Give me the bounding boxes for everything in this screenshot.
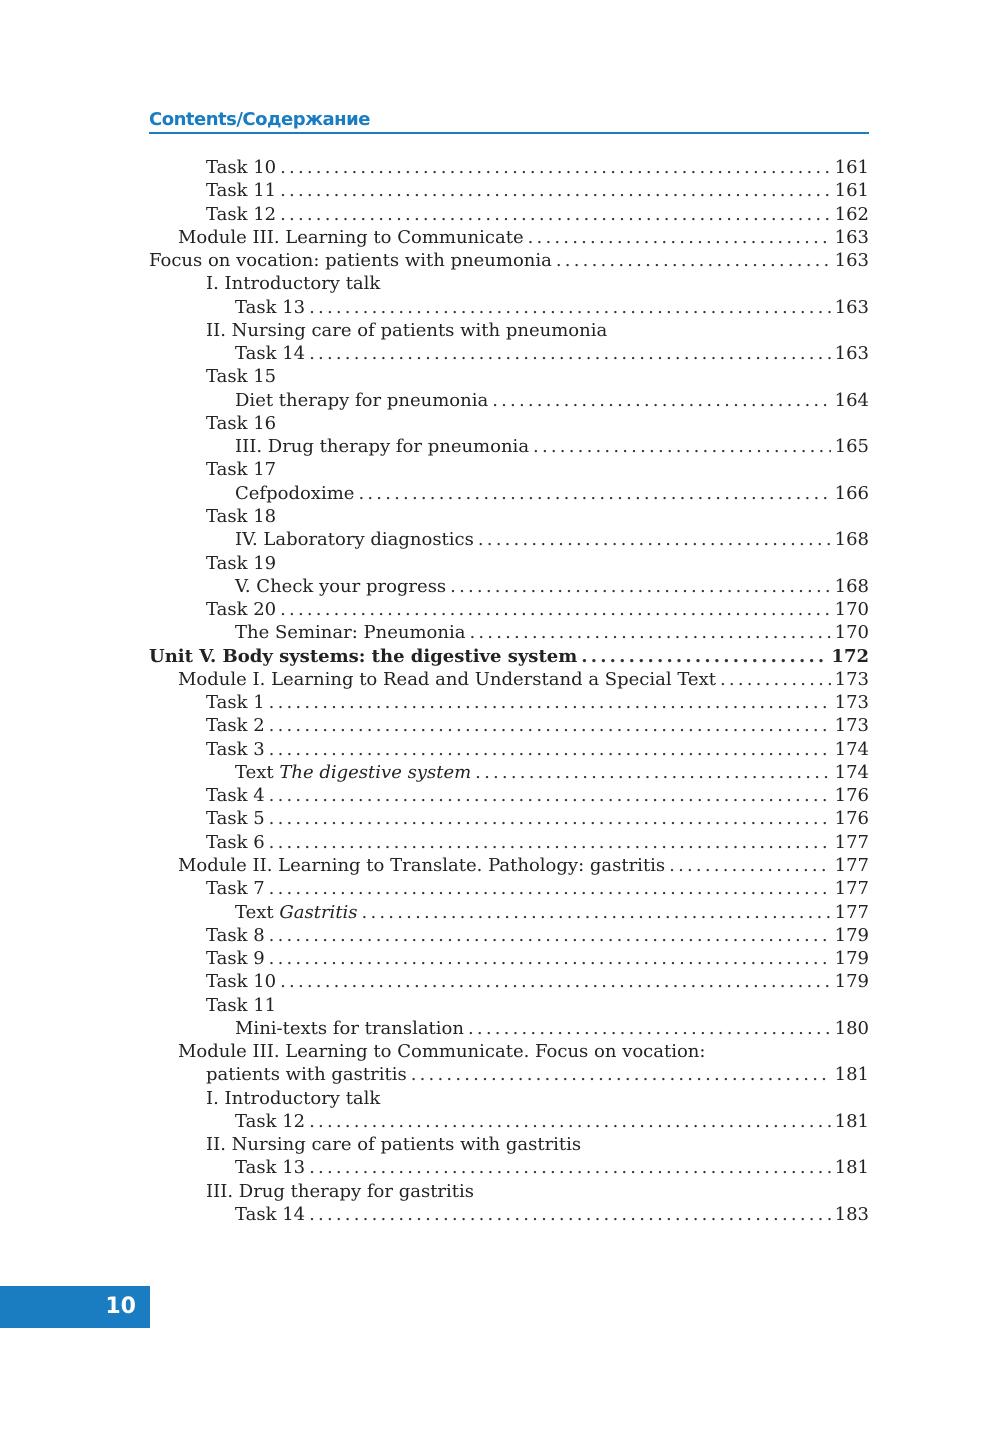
toc-entry: [149, 1203, 869, 1226]
toc-entry-text: Task 4: [206, 785, 265, 807]
toc-entry-label: [206, 272, 380, 295]
toc-entry-label: [149, 249, 552, 272]
dot-leader: [469, 621, 830, 644]
toc-entry: [149, 877, 869, 900]
toc-entry-page: 177: [834, 901, 869, 923]
toc-entry-label: [206, 1063, 407, 1086]
toc-entry-label: [178, 1040, 705, 1063]
dot-leader: [669, 854, 830, 877]
toc-entry-text: Task 5: [206, 808, 265, 830]
toc-entry-label: [178, 668, 716, 691]
toc-entry-page: 183: [834, 1203, 869, 1225]
dot-leader: [280, 179, 831, 202]
dot-leader: [269, 714, 831, 737]
toc-entry-text: IV. Laboratory diagnostics: [235, 529, 474, 551]
toc-entry-page: 164: [834, 389, 869, 411]
dot-leader: [309, 1110, 831, 1133]
toc-entry-text: Module I. Learning to Read and Understand a Special Text: [178, 668, 716, 690]
toc-entry: [149, 1087, 869, 1110]
toc-entry: [149, 1017, 869, 1040]
toc-entry-text: V. Check your progress: [235, 575, 447, 597]
toc-entry-page: 163: [834, 226, 869, 248]
toc-entry-label: [206, 691, 265, 714]
toc-entry: [149, 296, 869, 319]
toc-entry-label: [206, 1133, 581, 1156]
toc-entry-label: [206, 970, 276, 993]
toc-entry-label: [206, 598, 276, 621]
dot-leader: [309, 342, 831, 365]
toc-entry-text: III. Drug therapy for gastritis: [206, 1180, 475, 1202]
dot-leader: [269, 947, 831, 970]
toc-entry-italic-title: Gastritis: [279, 901, 358, 923]
toc-entry: [149, 389, 869, 412]
toc-entry: [149, 1110, 869, 1133]
toc-entry-page: 179: [834, 924, 869, 946]
toc-entry-italic-title: The digestive system: [279, 761, 472, 783]
running-header: [149, 109, 869, 134]
toc-entry-label: [235, 761, 471, 784]
toc-entry-text: Task 11: [206, 180, 277, 202]
toc-entry-label: [149, 645, 577, 668]
toc-entry-text: Focus on vocation: patients with pneumonia: [149, 250, 552, 272]
toc-entry-page: 161: [834, 157, 869, 178]
toc-entry-label: [206, 1087, 380, 1110]
toc-entry-text: Module II. Learning to Translate. Pathology: gastritis: [178, 854, 666, 876]
toc-entry: [149, 1180, 869, 1203]
toc-entry-text: Task 14: [235, 1203, 306, 1225]
toc-entry: [149, 482, 869, 505]
dot-leader: [269, 877, 831, 900]
toc-entry-text: Task 9: [206, 948, 265, 970]
dot-leader: [269, 738, 831, 761]
toc-entry-text: Task 3: [206, 738, 265, 760]
toc-entry-label: [178, 226, 524, 249]
toc-entry-text: Task 2: [206, 715, 265, 737]
toc-entry-text: Task 12: [235, 1110, 306, 1132]
dot-leader: [556, 249, 831, 272]
toc-entry-label: [235, 575, 446, 598]
toc-entry-text: Module III. Learning to Communicate. Focus on vocation:: [178, 1041, 706, 1063]
toc-entry: [149, 1040, 869, 1063]
toc-entry-text: Task 18: [206, 505, 277, 527]
toc-entry-label: [206, 552, 276, 575]
toc-entry: [149, 854, 869, 877]
dot-leader: [492, 389, 830, 412]
dot-leader: [280, 156, 831, 179]
toc-entry-label: [235, 528, 474, 551]
toc-entry: [149, 1063, 869, 1086]
dot-leader: [309, 1156, 831, 1179]
toc-entry-text: II. Nursing care of patients with gastritis: [206, 1134, 582, 1156]
toc-entry-label: [235, 901, 358, 924]
toc-entry: [149, 807, 869, 830]
toc-entry: [149, 272, 869, 295]
toc-entry-text: Task 10: [206, 157, 277, 178]
toc-entry-text: I. Introductory talk: [206, 1087, 381, 1109]
toc-entry-text: Task 12: [206, 203, 277, 225]
toc-entry-label: [235, 1203, 305, 1226]
toc-entry-label: [235, 296, 305, 319]
toc-entry-page: 181: [834, 1110, 869, 1132]
toc-entry-page: 161: [834, 180, 869, 202]
dot-leader: [280, 970, 831, 993]
toc-entry-page: 168: [834, 575, 869, 597]
toc-entry-page: 163: [834, 296, 869, 318]
dot-leader: [309, 296, 831, 319]
toc-entry-label: [206, 203, 276, 226]
toc-entry-text: Task 15: [206, 366, 277, 388]
toc-entry: [149, 831, 869, 854]
toc-entry-text: Task 10: [206, 971, 277, 993]
toc-entry-label: [206, 807, 265, 830]
toc-entry-label: [206, 784, 265, 807]
page-number: 10: [105, 1294, 136, 1319]
toc-entry-page: 172: [831, 645, 869, 667]
toc-entry-text: Task 1: [206, 692, 265, 714]
toc-entry: [149, 203, 869, 226]
toc-entry-label: [235, 1110, 305, 1133]
toc-entry-text: Task 20: [206, 599, 277, 621]
toc-entry: [149, 365, 869, 388]
toc-entry-label: [206, 458, 276, 481]
page-number-box: [0, 1286, 150, 1328]
dot-leader: [362, 901, 831, 924]
toc-entry-label: [206, 156, 276, 179]
toc-entry-text: Text: [235, 901, 280, 923]
dot-leader: [720, 668, 831, 691]
toc-entry-label: [235, 621, 465, 644]
toc-entry: [149, 598, 869, 621]
toc-entry-page: 177: [834, 854, 869, 876]
toc-entry-page: 181: [834, 1157, 869, 1179]
dot-leader: [478, 528, 831, 551]
toc-entry-text: I. Introductory talk: [206, 273, 381, 295]
toc-entry: [149, 714, 869, 737]
toc-entry-label: [206, 994, 276, 1017]
toc-entry-page: 180: [834, 1017, 869, 1039]
toc-entry-text: Task 19: [206, 552, 277, 574]
table-of-contents: [149, 156, 869, 1226]
toc-entry: [149, 575, 869, 598]
toc-entry-text: III. Drug therapy for pneumonia: [235, 436, 530, 458]
toc-entry-label: [235, 1156, 305, 1179]
toc-entry: [149, 1156, 869, 1179]
dot-leader: [280, 203, 831, 226]
toc-entry: [149, 924, 869, 947]
toc-entry: [149, 738, 869, 761]
toc-entry-page: 176: [834, 808, 869, 830]
toc-entry: [149, 784, 869, 807]
toc-entry-label: [206, 179, 276, 202]
toc-entry: [149, 645, 869, 668]
toc-entry-text: Module III. Learning to Communicate: [178, 226, 524, 248]
toc-entry-label: [178, 854, 665, 877]
toc-entry-page: 166: [834, 482, 869, 504]
dot-leader: [475, 761, 830, 784]
dot-leader: [533, 435, 831, 458]
dot-leader: [269, 924, 831, 947]
toc-entry: [149, 179, 869, 202]
toc-entry-page: 174: [834, 738, 869, 760]
toc-entry: [149, 761, 869, 784]
toc-entry-label: [206, 738, 265, 761]
toc-entry-label: [206, 319, 607, 342]
toc-entry-page: 176: [834, 785, 869, 807]
toc-entry-text: Task 14: [235, 343, 306, 365]
toc-entry-text: patients with gastritis: [206, 1064, 407, 1086]
toc-entry-text: The Seminar: Pneumonia: [235, 622, 466, 644]
toc-entry-text: Task 11: [206, 994, 277, 1016]
toc-entry-label: [235, 1017, 464, 1040]
toc-entry-text: Cefpodoxime: [235, 482, 355, 504]
toc-entry-text: Text: [235, 761, 280, 783]
toc-entry-text: Task 17: [206, 459, 277, 481]
toc-entry-label: [235, 389, 488, 412]
dot-leader: [528, 226, 831, 249]
toc-entry-text: II. Nursing care of patients with pneumonia: [206, 319, 608, 341]
toc-entry: [149, 319, 869, 342]
toc-entry-page: 173: [834, 668, 869, 690]
toc-entry: [149, 435, 869, 458]
dot-leader: [581, 645, 827, 668]
toc-entry-page: 170: [834, 599, 869, 621]
toc-entry: [149, 552, 869, 575]
toc-entry-page: 162: [834, 203, 869, 225]
toc-entry-page: 163: [834, 250, 869, 272]
header-title: Contents/Содержание: [149, 109, 370, 130]
toc-entry: [149, 1133, 869, 1156]
toc-entry: [149, 668, 869, 691]
toc-entry-label: [235, 482, 354, 505]
toc-entry: [149, 458, 869, 481]
toc-entry-label: [206, 505, 276, 528]
dot-leader: [411, 1063, 831, 1086]
toc-entry-page: 173: [834, 692, 869, 714]
dot-leader: [269, 831, 831, 854]
toc-entry: [149, 691, 869, 714]
dot-leader: [309, 1203, 831, 1226]
toc-entry-text: Task 13: [235, 296, 306, 318]
toc-entry-label: [206, 714, 265, 737]
dot-leader: [450, 575, 830, 598]
toc-entry-label: [206, 924, 265, 947]
toc-entry-page: 168: [834, 529, 869, 551]
dot-leader: [358, 482, 830, 505]
dot-leader: [280, 598, 831, 621]
toc-entry-label: [235, 342, 305, 365]
toc-entry-text: Task 16: [206, 412, 277, 434]
toc-entry-label: [206, 1180, 474, 1203]
toc-entry-page: 179: [834, 948, 869, 970]
toc-entry: [149, 901, 869, 924]
toc-entry-text: Task 13: [235, 1157, 306, 1179]
toc-entry-label: [206, 877, 265, 900]
dot-leader: [269, 691, 831, 714]
toc-entry-page: 179: [834, 971, 869, 993]
toc-entry: [149, 970, 869, 993]
toc-entry-text: Task 8: [206, 924, 265, 946]
toc-entry-label: [206, 365, 276, 388]
toc-entry: [149, 621, 869, 644]
toc-entry: [149, 528, 869, 551]
toc-entry: [149, 156, 869, 179]
toc-entry: [149, 994, 869, 1017]
toc-entry-page: 163: [834, 343, 869, 365]
toc-entry-text: Task 7: [206, 878, 265, 900]
dot-leader: [269, 807, 831, 830]
toc-entry-text: Unit V. Body systems: the digestive system: [149, 645, 578, 667]
toc-entry-label: [206, 947, 265, 970]
toc-entry: [149, 342, 869, 365]
toc-entry-label: [235, 435, 529, 458]
toc-entry-label: [206, 412, 276, 435]
dot-leader: [269, 784, 831, 807]
toc-entry-page: 165: [834, 436, 869, 458]
toc-entry: [149, 226, 869, 249]
toc-entry-text: Diet therapy for pneumonia: [235, 389, 489, 411]
toc-entry-label: [206, 831, 265, 854]
dot-leader: [468, 1017, 831, 1040]
toc-entry-page: 173: [834, 715, 869, 737]
toc-entry: [149, 947, 869, 970]
toc-entry-text: Task 6: [206, 831, 265, 853]
toc-entry-page: 181: [834, 1064, 869, 1086]
toc-entry: [149, 249, 869, 272]
toc-entry-page: 177: [834, 878, 869, 900]
toc-entry-page: 170: [834, 622, 869, 644]
toc-entry-page: 177: [834, 831, 869, 853]
toc-entry: [149, 412, 869, 435]
toc-entry: [149, 505, 869, 528]
toc-entry-text: Mini-texts for translation: [235, 1017, 464, 1039]
toc-entry-page: 174: [834, 761, 869, 783]
